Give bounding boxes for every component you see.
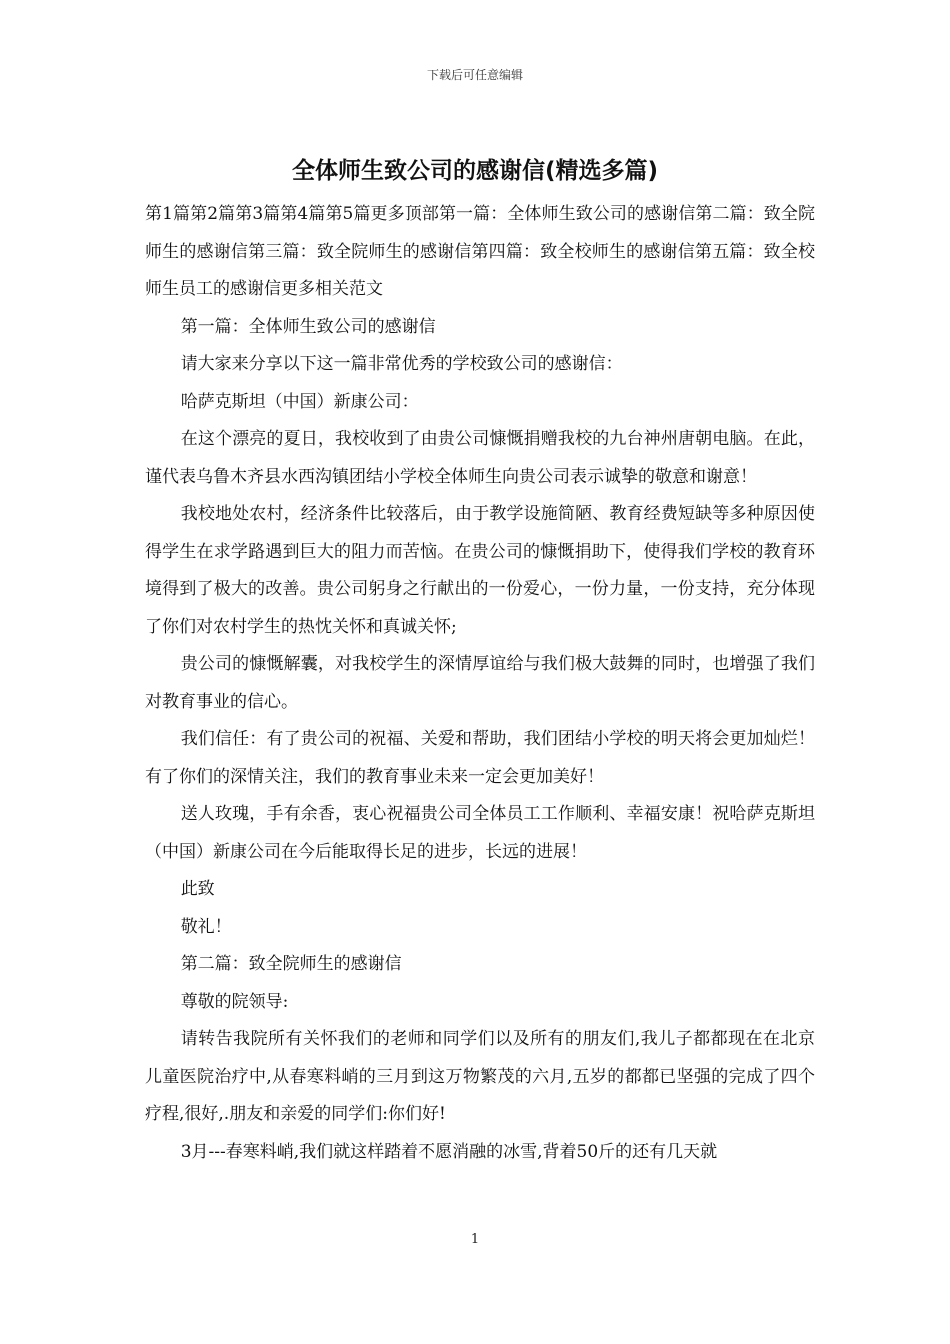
section-heading-1: 第一篇：全体师生致公司的感谢信 bbox=[180, 316, 436, 337]
body-paragraph: 在这个漂亮的夏日，我校收到了由贵公司慷慨捐赠我校的九台神州唐朝电脑。在此，谨代表乌鲁木齐县水西沟镇团结小学校全体师生向贵公司表示诚挚的敬意和谢意！ bbox=[145, 429, 815, 487]
letter-salutation: 哈萨克斯坦（中国）新康公司： bbox=[180, 391, 419, 412]
page-number: 1 bbox=[470, 1232, 480, 1247]
body-paragraph: 贵公司的慷慨解囊，对我校学生的深情厚谊给与我们极大鼓舞的同时，也增强了我们对教育事业的信心。 bbox=[145, 654, 815, 712]
body-paragraph: 我们信任：有了贵公司的祝福、关爱和帮助，我们团结小学校的明天将会更加灿烂！有了你们的深情关注，我们的教育事业未来一定会更加美好！ bbox=[145, 729, 815, 787]
intro-paragraph: 请大家来分享以下这一篇非常优秀的学校致公司的感谢信： bbox=[180, 354, 623, 374]
closing-line: 此致 bbox=[180, 879, 215, 899]
header-note: 下载后可任意编辑 bbox=[426, 68, 523, 82]
document-body bbox=[145, 196, 815, 1171]
body-paragraph: 送人玫瑰，手有余香，衷心祝福贵公司全体员工工作顺利、幸福安康！祝哈萨克斯坦（中国）新康公司在今后能取得长足的进步，长远的进展！ bbox=[145, 804, 815, 862]
body-paragraph: 请转告我院所有关怀我们的老师和同学们以及所有的朋友们,我儿子都都现在在北京儿童医院治疗中,从春寒料峭的三月到这万物繁茂的六月,五岁的都都已坚强的完成了四个疗程,很好,.朋友和亲爱的同学们:你们好! bbox=[145, 1029, 815, 1124]
body-paragraph: 我校地处农村，经济条件比较落后，由于教学设施简陋、教育经费短缺等多种原因使得学生在求学路遇到巨大的阻力而苦恼。在贵公司的慷慨捐助下，使得我们学校的教育环境得到了极大的改善。贵公司躬身之行献出的一份爱心，一份力量，一份支持，充分体现了你们对农村学生的热忱关怀和真诚关怀; bbox=[145, 504, 815, 637]
closing-line: 敬礼！ bbox=[180, 916, 232, 937]
body-paragraph: 3月---春寒料峭,我们就这样踏着不愿消融的冰雪,背着50斤的还有几天就 bbox=[180, 1141, 718, 1162]
table-of-contents-paragraph: 第1篇第2篇第3篇第4篇第5篇更多顶部第一篇：全体师生致公司的感谢信第二篇：致全院师生的感谢信第三篇：致全院师生的感谢信第四篇：致全校师生的感谢信第五篇：致全校师生员工的感谢信更多相关范文 bbox=[145, 204, 815, 299]
section-heading-2: 第二篇：致全院师生的感谢信 bbox=[180, 954, 402, 974]
letter-salutation: 尊敬的院领导: bbox=[180, 991, 289, 1012]
document-title: 全体师生致公司的感谢信(精选多篇) bbox=[291, 158, 659, 184]
